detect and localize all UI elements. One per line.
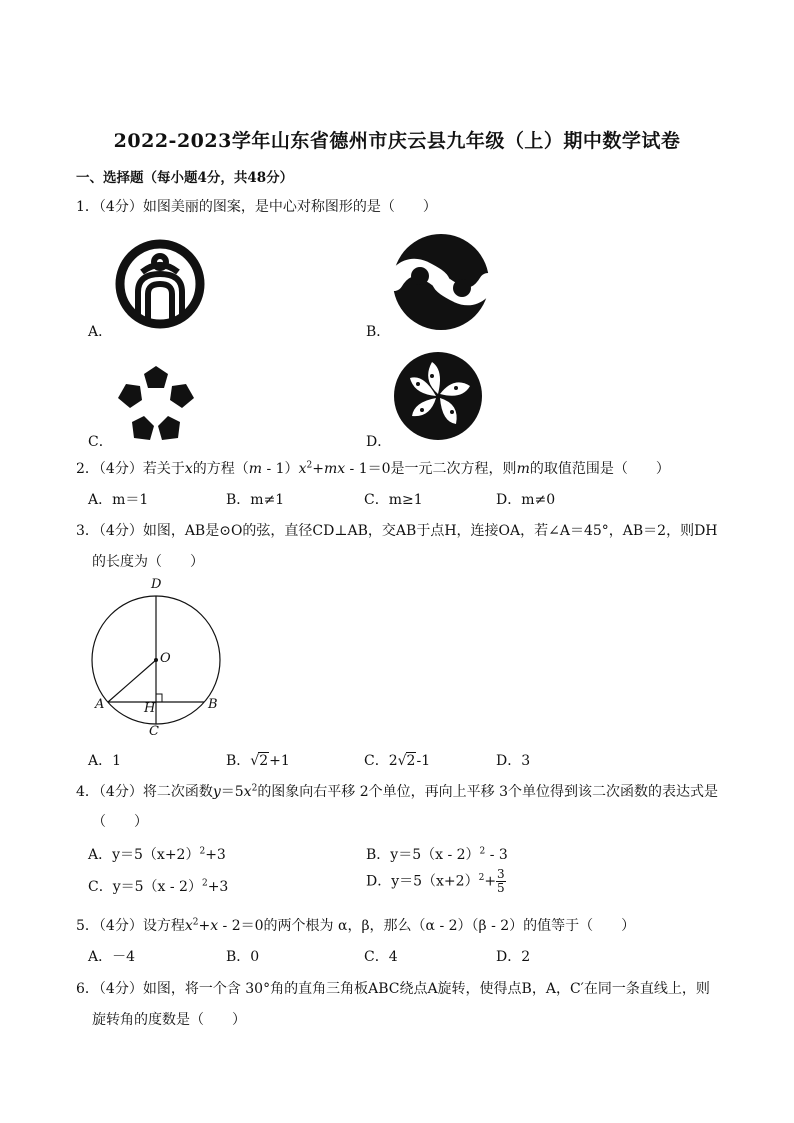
question-5-stem: [76, 915, 635, 935]
q4-option-c-tail: +3: [207, 879, 229, 895]
page-title: 2022-2023学年山东省德州市庆云县九年级（上）期中数学试卷: [113, 130, 681, 152]
q3-option-c-tail: -1: [416, 753, 431, 769]
q3-option-a[interactable]: A．1: [88, 753, 122, 769]
q4-option-b-tail: - 3: [485, 847, 508, 863]
question-3-stem-cont: 的长度为（ ）: [92, 554, 204, 570]
point-label-o: O: [160, 651, 171, 666]
q2-var: m: [248, 461, 263, 477]
q3-option-d[interactable]: D．3: [496, 753, 531, 769]
q2-var: x: [298, 461, 307, 477]
q2-option-a[interactable]: A．m＝1: [88, 492, 149, 508]
q2-text: 的取值范围是（ ）: [529, 461, 670, 477]
q2-text: +: [312, 461, 324, 477]
q4-exponent: 2: [201, 878, 208, 889]
question-6-stem-cont: 旋转角的度数是（ ）: [92, 1012, 246, 1028]
q5-option-d[interactable]: D．2: [496, 949, 531, 965]
q4-var: y: [212, 784, 221, 800]
question-2-stem: [76, 458, 670, 478]
sqrt-radicand: 2: [259, 753, 269, 769]
q4-exponent: 2: [479, 846, 486, 857]
q4-option-a-text: A．y＝5（x+2）: [88, 847, 200, 863]
point-label-d: D: [151, 577, 162, 592]
q5-option-a[interactable]: A．－4: [88, 949, 136, 965]
q5-text: +: [198, 918, 211, 934]
question-6-stem: 6．（4分）如图，将一个含 30°角的直角三角板ABC绕点A旋转，使得点B，A，C′在同一条直线上，则: [76, 981, 710, 997]
q3-option-c-label: C．2: [364, 753, 398, 769]
q5-var: x: [184, 918, 193, 934]
q4-option-c-text: C．y＝5（x - 2）: [88, 879, 202, 895]
point-label-h: H: [144, 701, 156, 716]
question-3-stem: 3．（4分）如图，AB是⊙O的弦，直径CD⊥AB，交AB于点H，连接OA，若∠A＝45°，AB＝2，则DH: [76, 523, 718, 539]
q3-option-b-tail: +1: [269, 753, 290, 769]
yin-yang-wave-icon: [390, 232, 492, 332]
q4-option-d[interactable]: [366, 868, 506, 895]
q2-var: mx: [323, 461, 346, 477]
q4-text: ＝5: [220, 784, 244, 800]
q4-exponent: 2: [251, 783, 258, 794]
q4-option-d-text: D．y＝5（x+2）: [366, 873, 479, 890]
q4-exponent: 2: [199, 846, 206, 857]
q2-option-d[interactable]: D．m≠0: [496, 492, 556, 508]
q2-text: - 1）: [262, 461, 299, 477]
q4-option-a[interactable]: [88, 844, 226, 864]
q4-option-b[interactable]: [366, 844, 508, 864]
q2-var: m: [516, 461, 530, 477]
point-label-a: A: [95, 697, 105, 712]
arch-emblem-icon: [114, 236, 206, 332]
sqrt-radicand: 2: [406, 753, 416, 769]
q4-option-b-text: B．y＝5（x - 2）: [366, 847, 480, 863]
q2-text: 2．（4分）若关于: [76, 461, 185, 477]
fraction: [496, 868, 506, 895]
point-label-b: B: [208, 697, 218, 712]
q4-text: 的图象向右平移 2个单位，再向上平移 3个单位得到该二次函数的表达式是: [257, 784, 719, 800]
q3-option-b[interactable]: B．√2+1: [226, 753, 290, 769]
question-4-stem: [76, 781, 718, 801]
q5-text: - 2＝0的两个根为 α，β，那么（α - 2）（β - 2）的值等于（ ）: [218, 918, 636, 934]
q3-option-c[interactable]: C．2√2-1: [364, 753, 431, 769]
q1-option-b[interactable]: B．: [366, 324, 391, 340]
q2-option-c[interactable]: C．m≥1: [364, 492, 423, 508]
q1-option-a[interactable]: A．: [88, 324, 113, 340]
q4-text: 4．（4分）将二次函数: [76, 784, 213, 800]
pentagon-ring-icon: [116, 364, 196, 442]
q2-text: 的方程（: [192, 461, 249, 477]
q2-exponent: 2: [306, 460, 313, 471]
q4-option-a-tail: +3: [205, 847, 226, 863]
section-heading: 一、选择题（每小题4分，共48分）: [76, 170, 294, 186]
q2-option-b[interactable]: B．m≠1: [226, 492, 285, 508]
q3-option-b-label: B．: [226, 753, 251, 769]
q4-option-c[interactable]: [88, 876, 228, 896]
q5-option-b[interactable]: B．0: [226, 949, 260, 965]
fraction-denominator: 5: [497, 881, 505, 895]
q2-text: - 1＝0是一元二次方程，则: [345, 461, 517, 477]
q5-option-c[interactable]: C．4: [364, 949, 398, 965]
bauhinia-flower-icon: [392, 350, 484, 442]
q2-var: x: [184, 461, 193, 477]
question-1-stem: 1．（4分）如图美丽的图案，是中心对称图形的是（ ）: [76, 199, 437, 215]
q4-var: x: [243, 784, 252, 800]
fraction-numerator: 3: [497, 867, 505, 881]
q5-var: x: [210, 918, 219, 934]
q4-exponent: 2: [478, 872, 485, 883]
point-label-c: C: [149, 724, 159, 739]
question-4-stem-cont: （ ）: [92, 814, 148, 830]
q4-option-d-tail: +: [484, 873, 497, 890]
q5-text: 5．（4分）设方程: [76, 918, 185, 934]
q5-exponent: 2: [192, 917, 199, 928]
q1-option-d[interactable]: D．: [366, 434, 392, 450]
q1-option-c[interactable]: C．: [88, 434, 113, 450]
